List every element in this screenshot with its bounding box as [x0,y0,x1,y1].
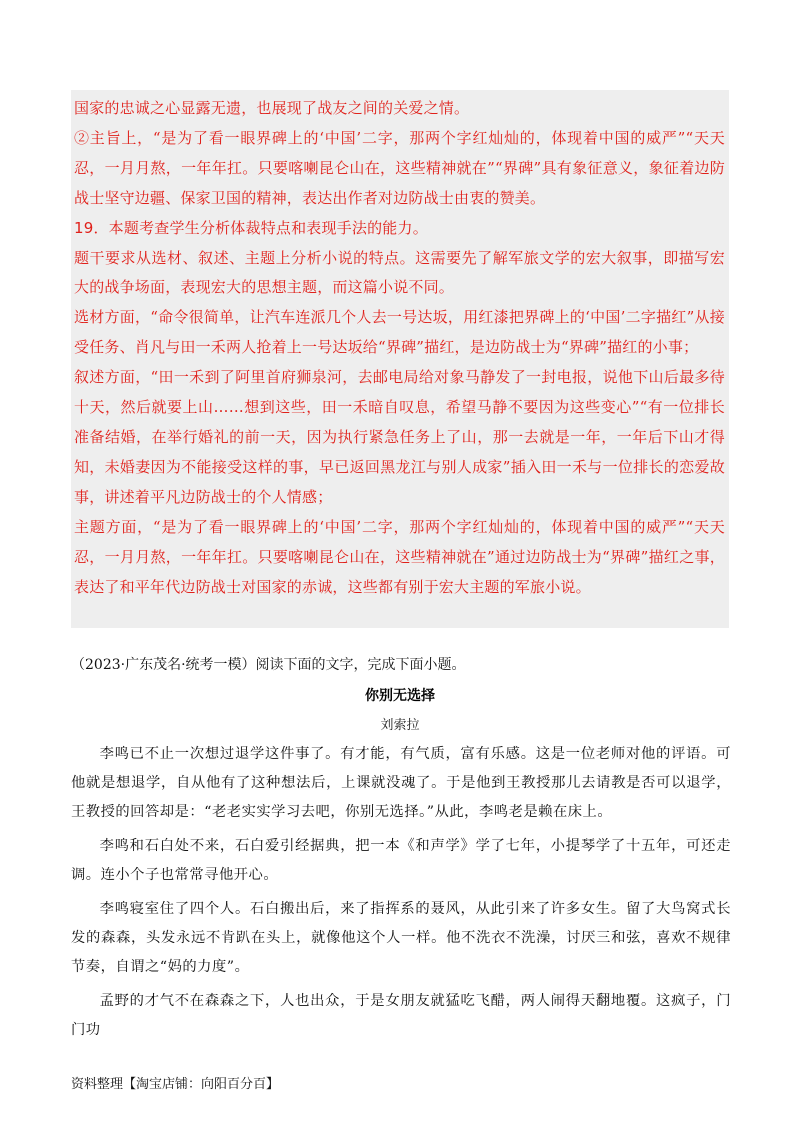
story-paragraph: 李鸣寝室住了四个人。石白搬出后，来了指挥系的聂风，从此引来了许多女生。留了大鸟窝式长发的森森，头发永远不肯趴在头上，就像他这个人一样。他不洗衣不洗澡，讨厌三和弦，喜欢不规律节奏，自谓之“妈的力度”。 [71,901,731,975]
answer-paragraph: 主题方面，“是为了看一眼界碑上的‘中国’二字，那两个字红灿灿的，体现着中国的威严”“天天忍，一月月熬，一年年扛。只要喀喇昆仑山在，这些精神就在”通过边防战士为“界碑”描红之事，表达了和平年代边防战士对国家的赤诚，这些都有别于宏大主题的军旅小说。 [74,517,725,596]
page-footer: 资料整理【淘宝店铺：向阳百分百】 [71,1077,280,1092]
story-body [71,740,731,1050]
answer-explanation-block [71,90,729,628]
answer-paragraph: 叙述方面，“田一禾到了阿里首府狮泉河，去邮电局给对象马静发了一封电报，说他下山后最多待十天，然后就要上山……想到这些，田一禾暗自叹息，希望马静不要因为这些变心”“有一位排长准备结婚，在举行婚礼的前一天，因为执行紧急任务上了山，那一去就是一年，一年后下山才得知，未婚妻因为不能接受这样的事，早已返回黑龙江与别人成家”插入田一禾与一位排长的恋爱故事，讲述着平凡边防战士的个人情感； [74,368,725,506]
answer-paragraph: 国家的忠诚之心显露无遗，也展现了战友之间的关爱之情。 [74,99,470,117]
answer-paragraph: 选材方面，“命令很简单，让汽车连派几个人去一号达坂，用红漆把界碑上的‘中国’二字描红”从接受任务、肖凡与田一禾两人抢着上一号达坂给“界碑”描红，是边防战士为“界碑”描红的小事； [74,308,725,357]
story-title: 你别无选择 [365,688,435,704]
answer-paragraph: ②主旨上，“是为了看一眼界碑上的‘中国’二字，那两个字红灿灿的，体现着中国的威严”“天天忍，一月月熬，一年年扛。只要喀喇昆仑山在，这些精神就在”“界碑”具有象征意义，象征着边防战士坚守边疆、保家卫国的精神，表达出作者对边防战士由衷的赞美。 [74,128,725,207]
story-paragraph: 李鸣已不止一次想过退学这件事了。有才能，有气质，富有乐感。这是一位老师对他的评语。可他就是想退学，自从他有了这种想法后，上课就没魂了。于是他到王教授那儿去请教是否可以退学，王教授的回答却是：“老老实实学习去吧，你别无选择。”从此，李鸣老是赖在床上。 [71,746,731,820]
story-author: 刘索拉 [380,718,420,733]
reading-source-line: （2023·广东茂名·统考一模）阅读下面的文字，完成下面小题。 [71,657,466,673]
answer-paragraph: 题干要求从选材、叙述、主题上分析小说的特点。这需要先了解军旅文学的宏大叙事，即描写宏大的战争场面，表现宏大的思想主题，而这篇小说不同。 [74,248,725,297]
story-paragraph: 李鸣和石白处不来，石白爱引经据典，把一本《和声学》学了七年，小提琴学了十五年，可还走调。连小个子也常常寻他开心。 [71,838,731,883]
story-paragraph: 孟野的才气不在森森之下，人也出众，于是女朋友就猛吃飞醋，两人闹得天翻地覆。这疯子，门门功 [71,993,731,1038]
question-19-heading: 19．本题考查学生分析体裁特点和表现手法的能力。 [74,218,428,237]
